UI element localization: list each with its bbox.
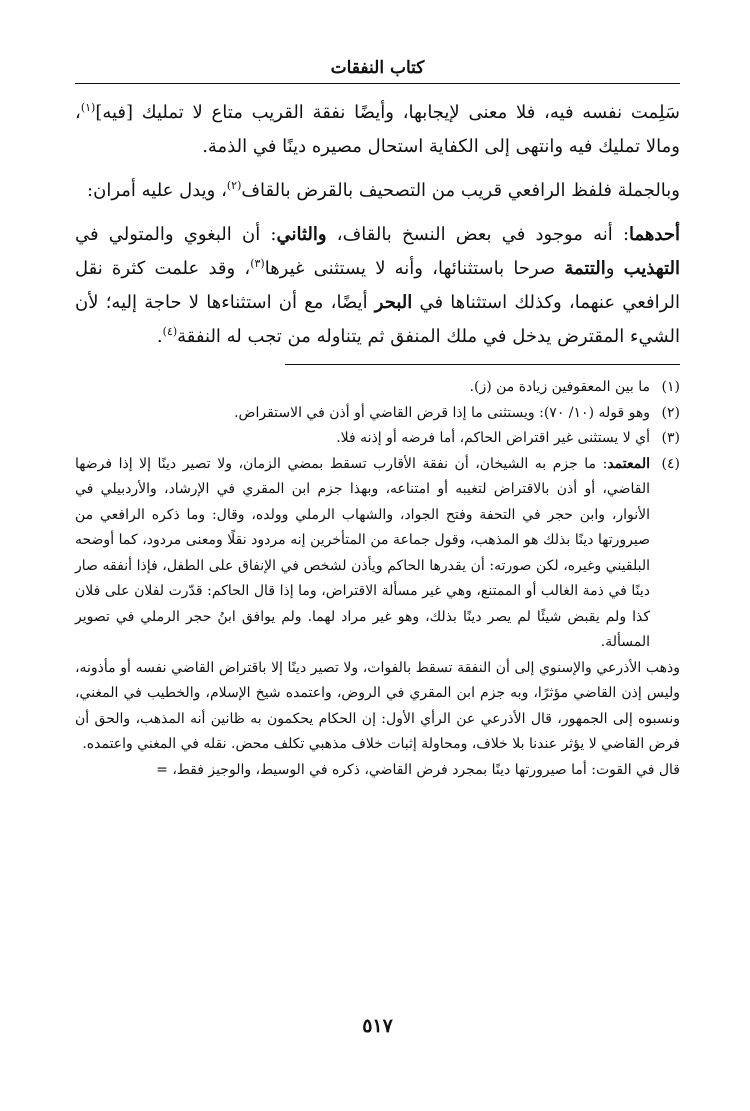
footnote-1 bbox=[75, 375, 680, 401]
paragraph-2-text: وبالجملة فلفظ الرافعي قريب من التصحيف بالقرض بالقاف bbox=[241, 180, 680, 201]
book-title-tahdhib: التهذيب bbox=[623, 258, 680, 279]
footnotes-section bbox=[75, 375, 680, 783]
paragraph-3-text-5: أيضًا، مع أن استثناءها لا حاجة إليه؛ لأن الشيء المقترض يدخل في ملك المنفق ثم يتناوله من تجب له النفقة bbox=[75, 292, 680, 347]
footnote-number: (٤) bbox=[661, 455, 680, 472]
footnote-4-continuation-2: قال في القوت: أما صيرورتها دينًا بمجرد فرض القاضي، ذكره في الوسيط، والوجيز فقط، = bbox=[156, 761, 680, 778]
footnote-text: أي لا يستثنى غير اقتراض الحاكم، أما فرضه أو إذنه فلا. bbox=[336, 430, 650, 446]
paragraph-1-text-cont: ، ومالا تمليك فيه وانتهى إلى الكفاية استحال مصيره دينًا في الذمة. bbox=[75, 102, 680, 157]
footnote-4 bbox=[75, 452, 680, 656]
footnote-4-continuation-1: وذهب الأذرعي والإسنوي إلى أن النفقة تسقط بالفوات، ولا تصير دينًا إلا باقتراض القاضي نفسه أو مأذونه، وليس إذن القاضي مؤثرًا، وبه جزم ابن المقري في الروض، واعتمده شيخ الإسلام، والخطيب في المغني، ونسبوه إلى الجمهور، قال الأذرعي عن الرأي الأول: إن الحكام يحكمون به ظانين أنه المذهب، والحق أن فرض القاضي لا يؤثر عندنا بلا خلاف، ومحاولة إثبات خلاف مذهبي تكلف محض. نقله في المغني واعتمده. bbox=[75, 659, 680, 752]
book-title-tatimma: التتمة bbox=[564, 258, 606, 279]
paragraph-3-text: : أنه موجود في بعض النسخ بالقاف، bbox=[326, 224, 630, 245]
footnote-ref-4[interactable]: (٤) bbox=[162, 325, 178, 338]
footnote-separator bbox=[285, 364, 680, 365]
paragraph-3-text-4: ، وقد علمت كثرة نقل الرافعي عنهما، وكذلك استثناها في bbox=[75, 258, 681, 313]
footnote-text bbox=[75, 452, 650, 656]
footnote-3 bbox=[75, 426, 680, 452]
footnote-text: وهو قوله (١٠/ ٧٠): ويستثنى ما إذا قرض القاضي أو أذن في الاستقراض. bbox=[234, 404, 650, 421]
paragraph-1-text: سَلِمت نفسه فيه، فلا معنى لإيجابها، وأيضًا نفقة القريب متاع لا تمليك [فيه] bbox=[95, 102, 680, 123]
footnote-ref-3[interactable]: (٣) bbox=[250, 257, 265, 270]
paragraph-3 bbox=[75, 218, 680, 354]
second-point-label: والثاني bbox=[276, 224, 327, 245]
footnote-2 bbox=[75, 401, 680, 427]
main-text bbox=[75, 96, 680, 354]
book-title-bahr: البحر bbox=[374, 292, 413, 313]
paragraph-3-text-3: صرحا باستثنائها، وأنه لا يستثنى غيرها bbox=[264, 258, 565, 279]
footnote-number: (٢) bbox=[661, 404, 680, 421]
paragraph-3-end: . bbox=[156, 326, 163, 347]
document-page bbox=[75, 55, 680, 1065]
footnote-label-mutamad: المعتمد bbox=[607, 455, 650, 472]
running-header: كتاب النفقات bbox=[330, 58, 425, 78]
footnote-ref-2[interactable]: (٢) bbox=[226, 179, 242, 192]
conjunction: و bbox=[605, 258, 624, 279]
page-number: ٥١٧ bbox=[362, 1015, 393, 1037]
first-point-label: أحدهما bbox=[629, 224, 680, 245]
footnote-ref-1[interactable]: (١) bbox=[80, 101, 96, 114]
footnote-text: ما بين المعقوفين زيادة من (ز). bbox=[469, 379, 650, 395]
footnote-number: (٣) bbox=[661, 430, 680, 446]
paragraph-2-text-cont: ، ويدل عليه أمران: bbox=[87, 180, 227, 201]
paragraph-3-text-2: : أن البغوي والمتولي في bbox=[75, 224, 277, 245]
header-rule bbox=[75, 83, 680, 84]
paragraph-2 bbox=[75, 174, 680, 208]
footnote-number: (١) bbox=[661, 379, 680, 395]
footnote-4-body: : ما جزم به الشيخان، أن نفقة الأقارب تسقط بمضي الزمان، ولا تصير دينًا إلا إذا فرضها القاضي، أو أذن بالاقتراض لتغيبه أو امتناعه، وبهذا جزم ابن المقري في الإرشاد، والأردبيلي في الأنوار، وابن حجر في التحفة وفتح الجواد، والشهاب الرملي وولده، وقال: وما ذكره الرافعي من صيرورتها دينًا بذلك هو المذهب، وقول جماعة من المتأخرين إنه مردود نقلًا ومعنى مردود، كما أوضحه البلقيني وغيره، لكن صورته: أن يقدرها الحاكم ويأذن لشخص في الإنفاق على الطفل، فإذا أنفقه صار دينًا في ذمة الغالب أو الممتنع، وهي غير مسألة الاقتراض، وما إذا قال الحاكم: قدّرت لفلان على فلان كذا ولم يقبض شيئًا لم يصر دينًا بذلك، وهو غير مراد لهما. ولم يوافق ابنُ حجر الرملي في تصوير المسألة. bbox=[75, 455, 650, 650]
paragraph-1 bbox=[75, 96, 680, 164]
